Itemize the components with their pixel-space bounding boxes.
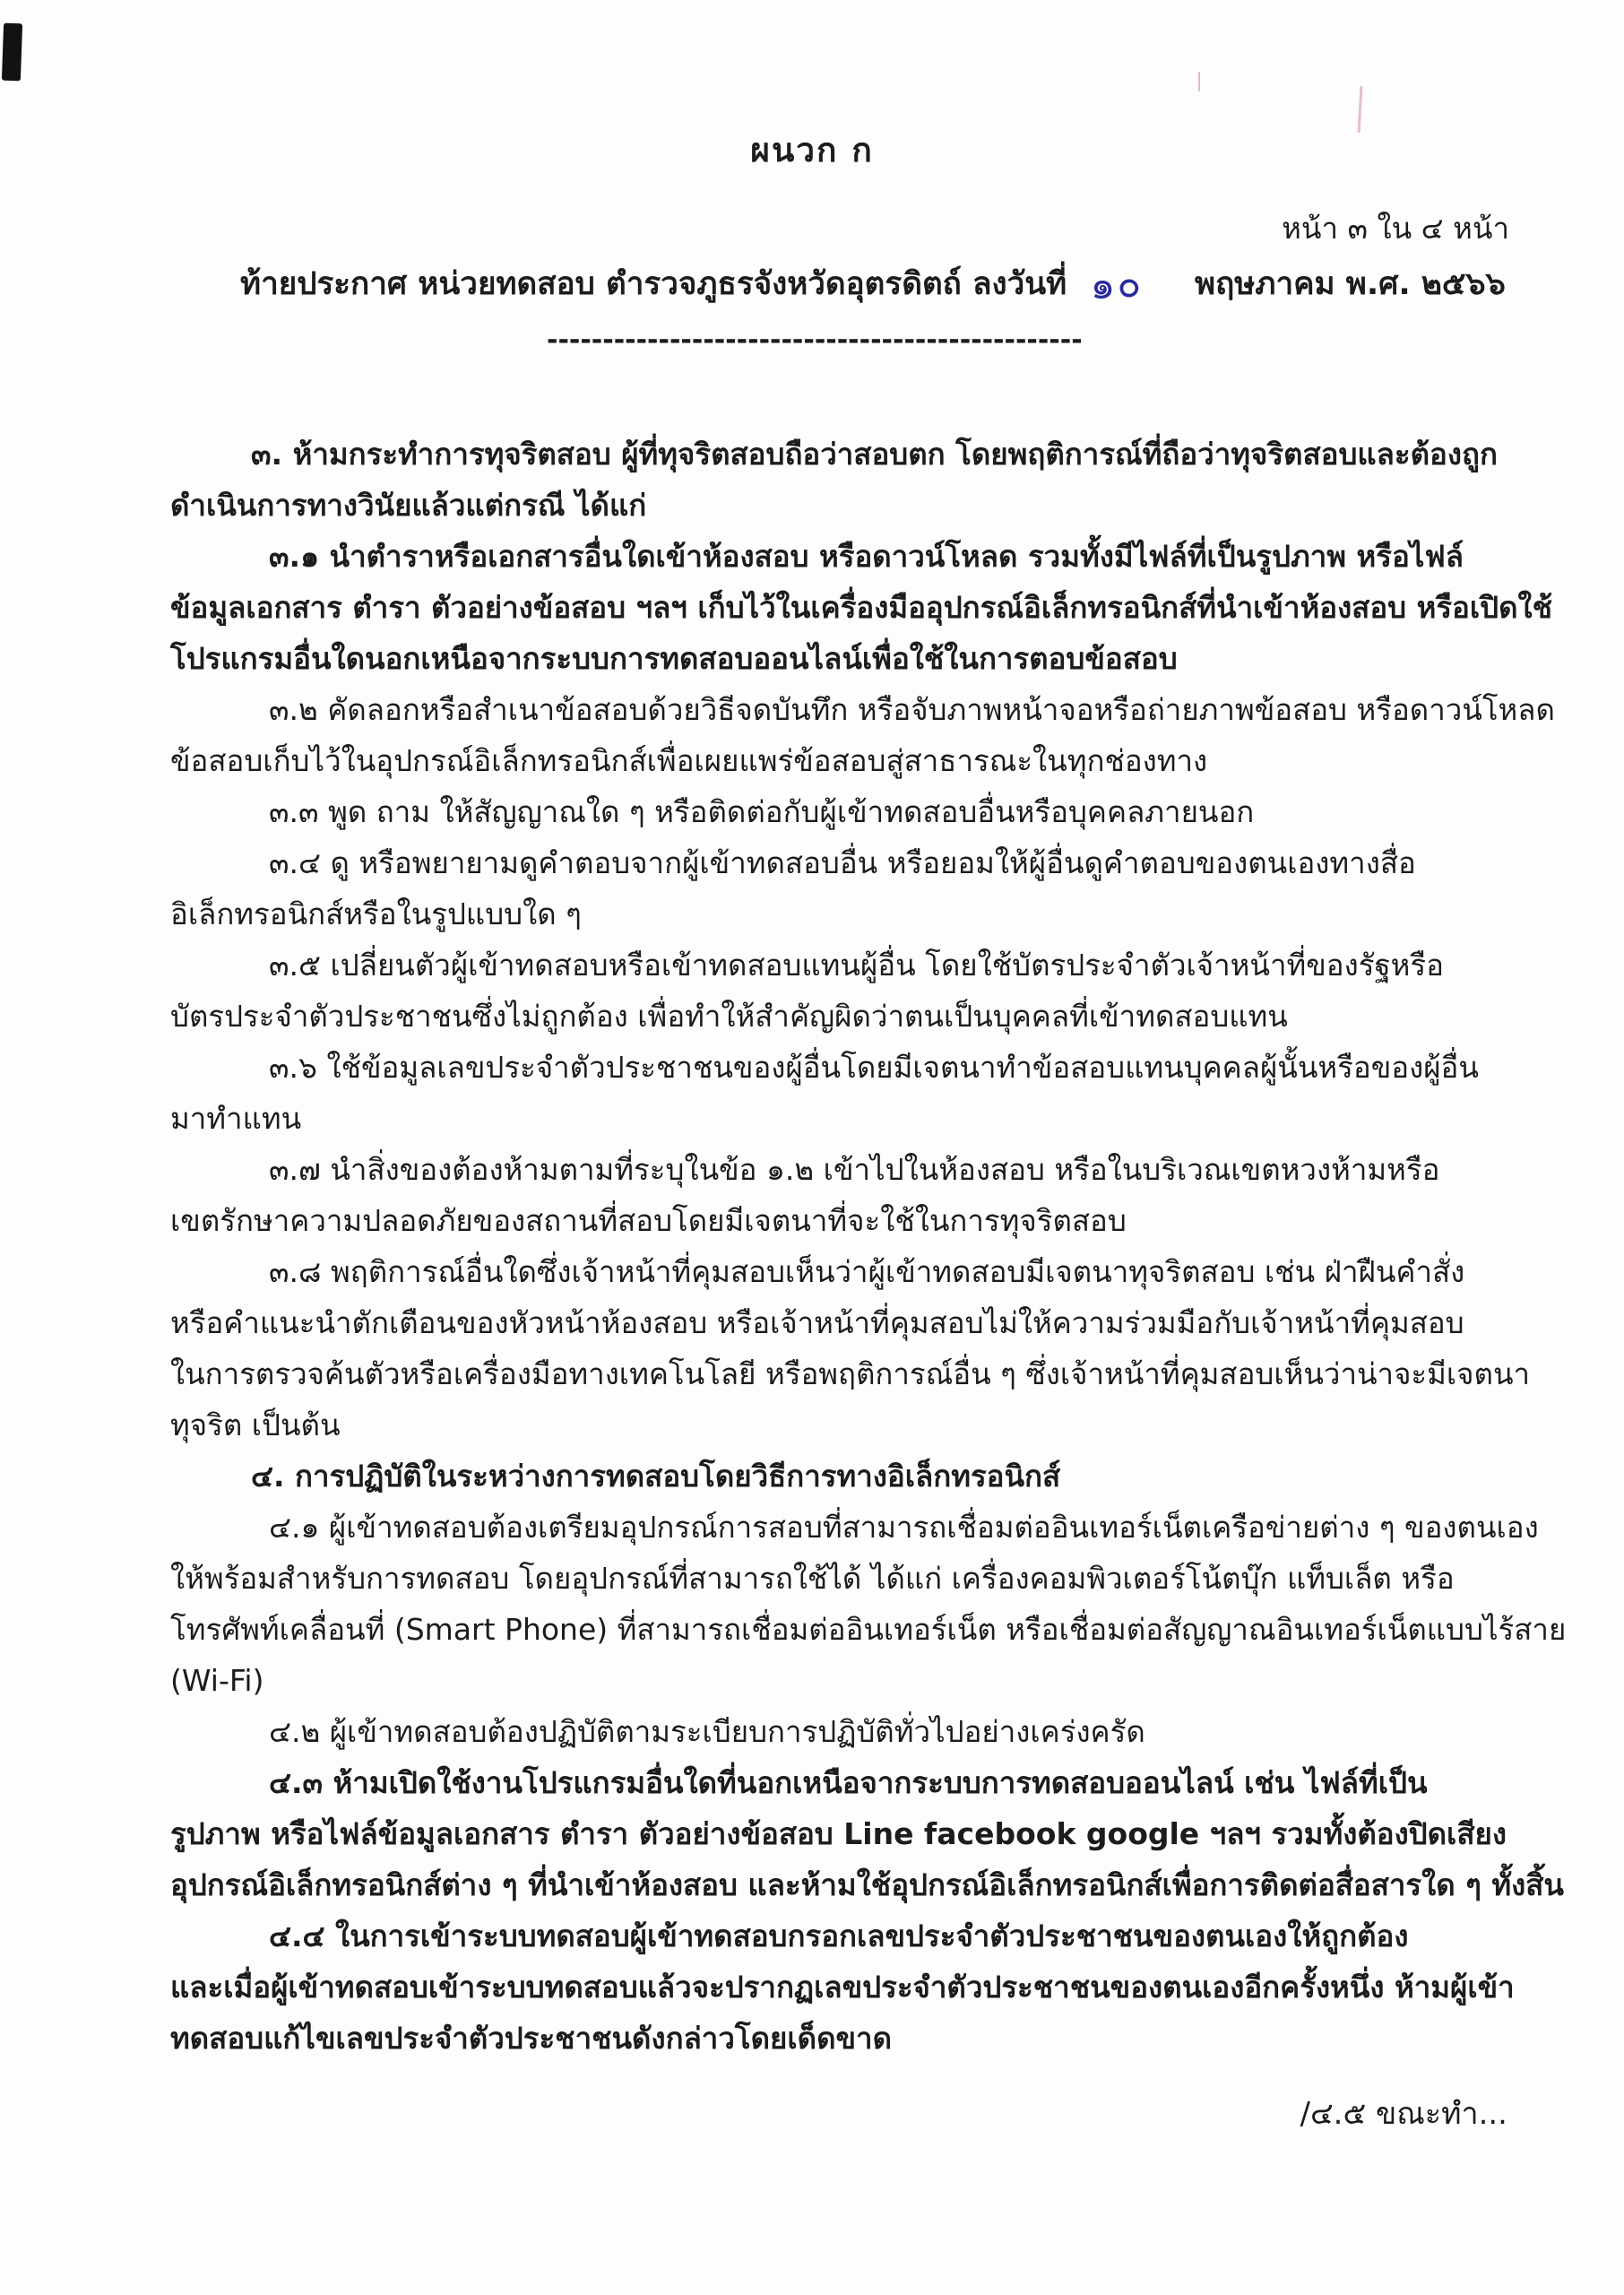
text-line: บัตรประจำตัวประชาชนซึ่งไม่ถูกต้อง เพื่อทำให้สำคัญผิดว่าตนเป็นบุคคลที่เข้าทดสอบแทน	[170, 999, 1288, 1034]
handwritten-date: ๑๐	[1089, 260, 1145, 309]
text-line: ๓.๑ นำตำราหรือเอกสารอื่นใดเข้าห้องสอบ หรือดาวน์โหลด รวมทั้งมีไฟล์ที่เป็นรูปภาพ หรือไฟล์	[269, 539, 1464, 574]
text-line: (Wi-Fi)	[170, 1663, 264, 1698]
continuation-note: /๔.๕ ขณะทำ...	[1300, 2096, 1507, 2132]
text-line: ๓.๕ เปลี่ยนตัวผู้เข้าทดสอบหรือเข้าทดสอบแทนผู้อื่น โดยใช้บัตรประจำตัวเจ้าหน้าที่ของรัฐหรือ	[269, 948, 1444, 983]
announcement-title-suffix: พฤษภาคม พ.ศ. ๒๕๖๖	[1195, 266, 1506, 302]
separator-line: ------------------------------------------------	[547, 325, 1083, 356]
text-line: เขตรักษาความปลอดภัยของสถานที่สอบโดยมีเจตนาที่จะใช้ในการทุจริตสอบ	[170, 1203, 1127, 1238]
text-line: โทรศัพท์เคลื่อนที่ (Smart Phone) ที่สามารถเชื่อมต่ออินเทอร์เน็ต หรือเชื่อมต่อสัญญาณอินเทอร์เน็ตแบบไร้สาย	[170, 1612, 1567, 1647]
text-line: ๓.๓ พูด ถาม ให้สัญญาณใด ๆ หรือติดต่อกับผู้เข้าทดสอบอื่นหรือบุคคลภายนอก	[269, 794, 1255, 829]
text-line: ทุจริต เป็นต้น	[170, 1407, 341, 1442]
appendix-title: ผนวก ก	[750, 131, 874, 169]
text-line: โปรแกรมอื่นใดนอกเหนือจากระบบการทดสอบออนไลน์เพื่อใช้ในการตอบข้อสอบ	[170, 641, 1178, 676]
text-line: อิเล็กทรอนิกส์หรือในรูปแบบใด ๆ	[170, 896, 582, 931]
scan-artifact-pink-line-small	[1198, 72, 1200, 91]
page-number: หน้า ๓ ใน ๔ หน้า	[1282, 211, 1509, 246]
text-line: ๔.๓ ห้ามเปิดใช้งานโปรแกรมอื่นใดที่นอกเหนือจากระบบการทดสอบออนไลน์ เช่น ไฟล์ที่เป็น	[269, 1765, 1428, 1800]
text-line: และเมื่อผู้เข้าทดสอบเข้าระบบทดสอบแล้วจะปรากฏเลขประจำตัวประชาชนของตนเองอีกครั้งหนึ่ง ห้ามผู้เข้า	[170, 1970, 1515, 2005]
announcement-title-prefix: ท้ายประกาศ หน่วยทดสอบ ตำรวจภูธรจังหวัดอุตรดิตถ์ ลงวันที่	[240, 266, 1067, 302]
text-line: ทดสอบแก้ไขเลขประจำตัวประชาชนดังกล่าวโดยเด็ดขาด	[170, 2021, 893, 2056]
text-line: ๓. ห้ามกระทำการทุจริตสอบ ผู้ที่ทุจริตสอบถือว่าสอบตก โดยพฤติการณ์ที่ถือว่าทุจริตสอบและต้องถูก	[251, 437, 1498, 472]
text-line: ๓.๔ ดู หรือพยายามดูคำตอบจากผู้เข้าทดสอบอื่น หรือยอมให้ผู้อื่นดูคำตอบของตนเองทางสื่อ	[269, 845, 1416, 880]
announcement-title	[240, 249, 1506, 312]
document-body	[170, 429, 1567, 2064]
text-line: ดำเนินการทางวินัยแล้วแต่กรณี ได้แก่	[170, 488, 647, 523]
text-line: ๔.๔ ในการเข้าระบบทดสอบผู้เข้าทดสอบกรอกเลขประจำตัวประชาชนของตนเองให้ถูกต้อง	[269, 1918, 1409, 1953]
text-line: ๓.๖ ใช้ข้อมูลเลขประจำตัวประชาชนของผู้อื่นโดยมีเจตนาทำข้อสอบแทนบุคคลผู้นั้นหรือของผู้อื่น	[269, 1050, 1479, 1085]
text-line: ข้อมูลเอกสาร ตำรา ตัวอย่างข้อสอบ ฯลฯ เก็บไว้ในเครื่องมืออุปกรณ์อิเล็กทรอนิกส์ที่นำเข้าห้องสอบ หรือเปิดใช้	[170, 590, 1553, 625]
text-line: หรือคำแนะนำตักเตือนของหัวหน้าห้องสอบ หรือเจ้าหน้าที่คุมสอบไม่ให้ความร่วมมือกับเจ้าหน้าที่คุมสอบ	[170, 1305, 1464, 1340]
scan-artifact-mark	[2, 23, 22, 82]
text-line: ในการตรวจค้นตัวหรือเครื่องมือทางเทคโนโลยี หรือพฤติการณ์อื่น ๆ ซึ่งเจ้าหน้าที่คุมสอบเห็นว่าน่าจะมีเจตนา	[170, 1356, 1531, 1391]
text-line: ให้พร้อมสำหรับการทดสอบ โดยอุปกรณ์ที่สามารถใช้ได้ ได้แก่ เครื่องคอมพิวเตอร์โน้ตบุ๊ก แท็บเล็ต หรือ	[170, 1561, 1455, 1596]
text-line: ๓.๘ พฤติการณ์อื่นใดซึ่งเจ้าหน้าที่คุมสอบเห็นว่าผู้เข้าทดสอบมีเจตนาทุจริตสอบ เช่น ฝ่าฝืนคำสั่ง	[269, 1254, 1465, 1289]
text-line: รูปภาพ หรือไฟล์ข้อมูลเอกสาร ตำรา ตัวอย่างข้อสอบ Line facebook google ฯลฯ รวมทั้งต้องปิดเสียง	[170, 1816, 1507, 1851]
text-line: ๓.๗ นำสิ่งของต้องห้ามตามที่ระบุในข้อ ๑.๒ เข้าไปในห้องสอบ หรือในบริเวณเขตหวงห้ามหรือ	[269, 1152, 1440, 1187]
text-line: มาทำแทน	[170, 1101, 302, 1136]
text-line: ๔. การปฏิบัติในระหว่างการทดสอบโดยวิธีการทางอิเล็กทรอนิกส์	[251, 1459, 1061, 1494]
text-line: ๔.๒ ผู้เข้าทดสอบต้องปฏิบัติตามระเบียบการปฏิบัติทั่วไปอย่างเคร่งครัด	[269, 1714, 1145, 1749]
text-line: ๔.๑ ผู้เข้าทดสอบต้องเตรียมอุปกรณ์การสอบที่สามารถเชื่อมต่ออินเทอร์เน็ตเครือข่ายต่าง ๆ ของตนเอง	[269, 1510, 1539, 1545]
text-line: อุปกรณ์อิเล็กทรอนิกส์ต่าง ๆ ที่นำเข้าห้องสอบ และห้ามใช้อุปกรณ์อิเล็กทรอนิกส์เพื่อการติดต่อสื่อสารใด ๆ ทั้งสิ้น	[170, 1867, 1564, 1902]
text-line: ข้อสอบเก็บไว้ในอุปกรณ์อิเล็กทรอนิกส์เพื่อเผยแพร่ข้อสอบสู่สาธารณะในทุกช่องทาง	[170, 743, 1208, 778]
text-line: ๓.๒ คัดลอกหรือสำเนาข้อสอบด้วยวิธีจดบันทึก หรือจับภาพหน้าจอหรือถ่ายภาพข้อสอบ หรือดาวน์โหลด	[269, 692, 1555, 727]
